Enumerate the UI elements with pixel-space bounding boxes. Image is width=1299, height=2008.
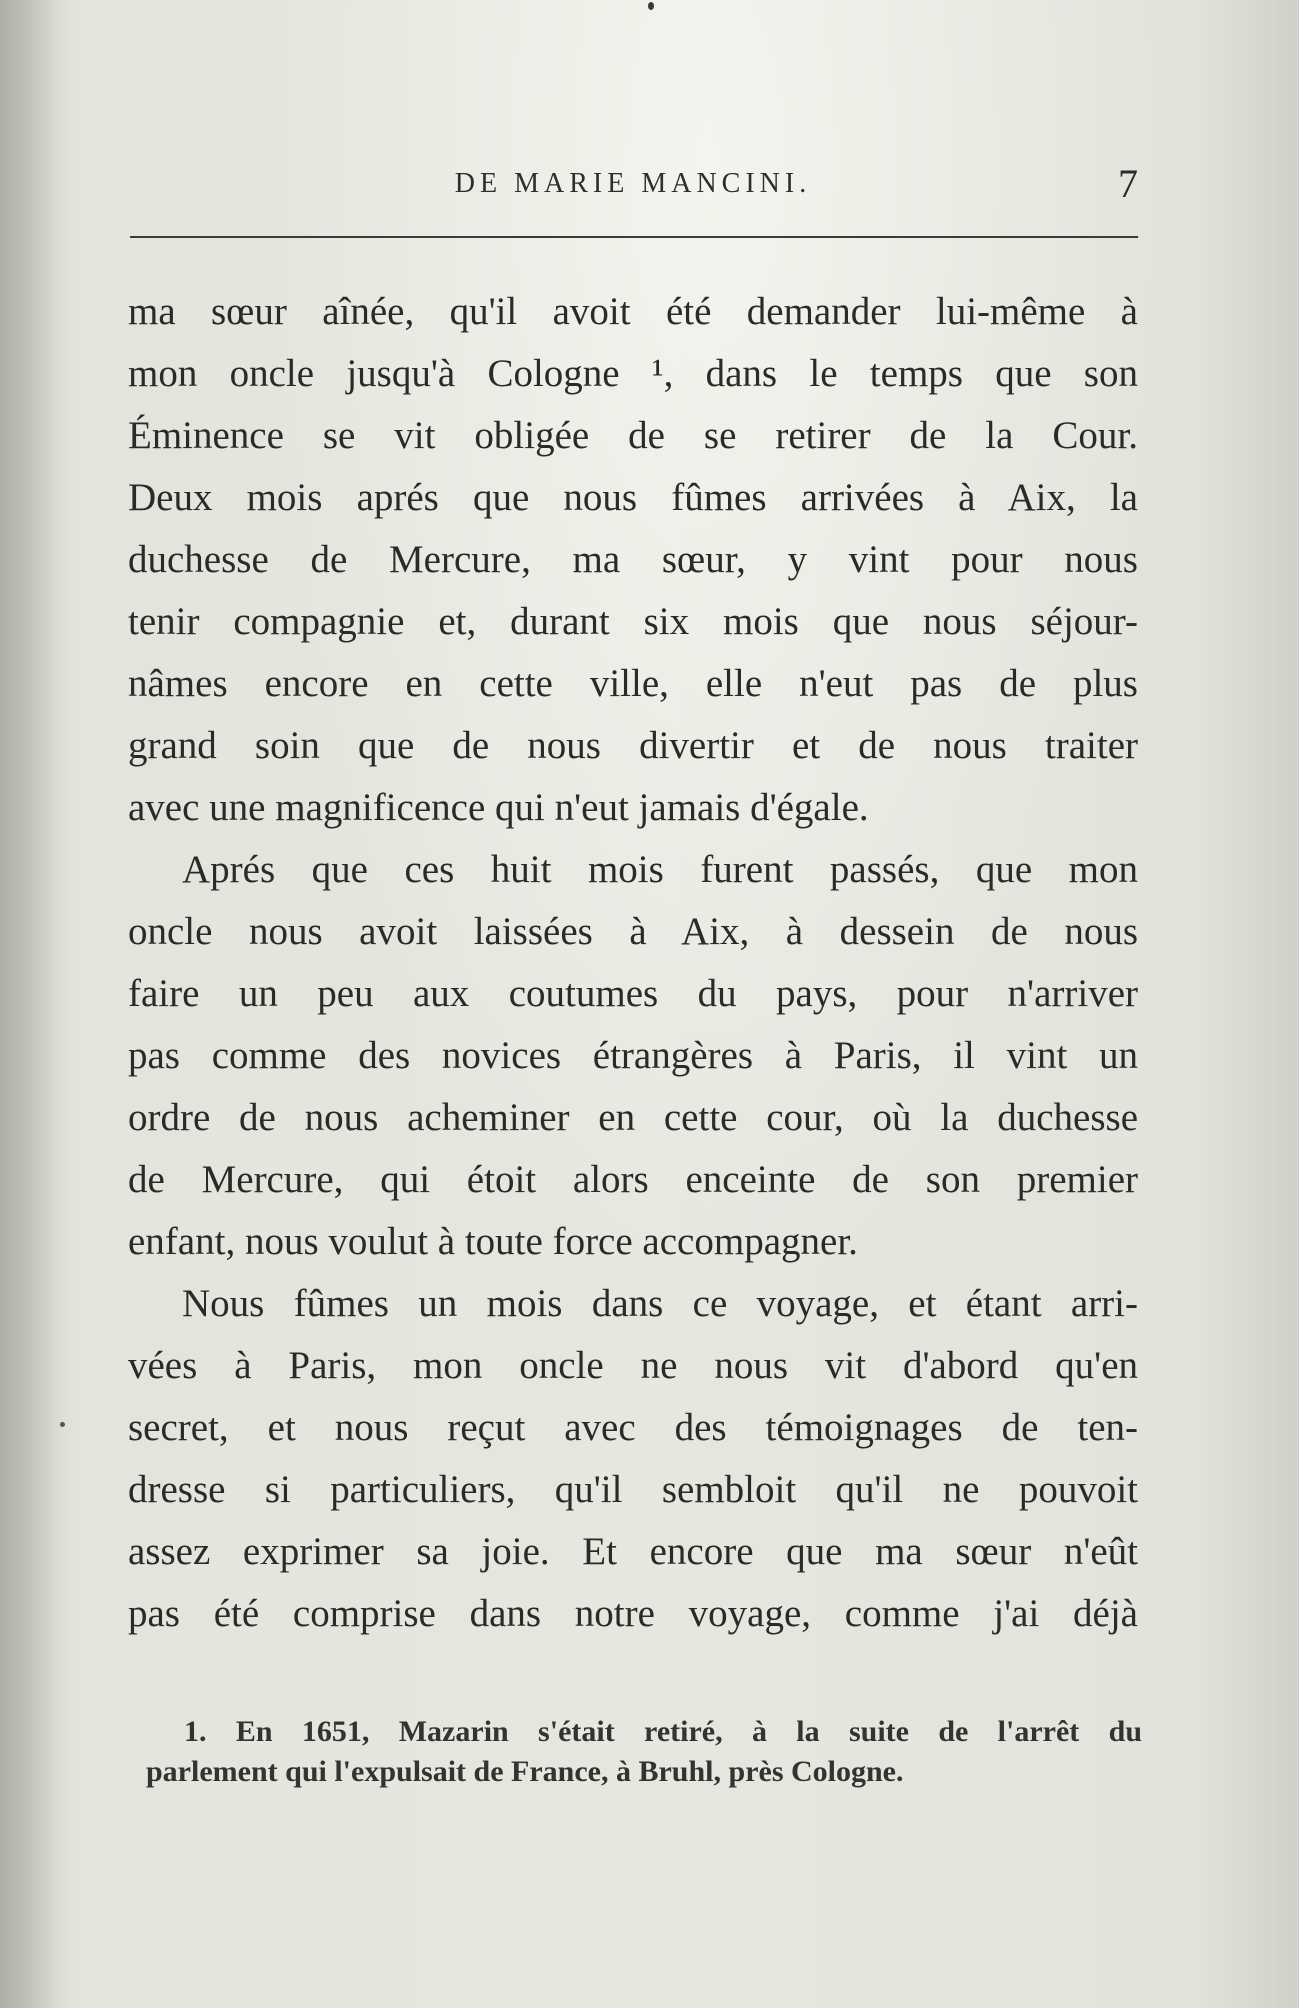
ink-speck: [60, 1422, 65, 1427]
ink-speck: [648, 2, 654, 10]
page-header: [128, 160, 1138, 208]
text-line: duchesse de Mercure, ma sœur, y vint pour nous: [128, 538, 1138, 581]
text-line: assez exprimer sa joie. Et encore que ma sœur n'eût: [128, 1530, 1138, 1573]
footnote: [146, 1712, 1142, 1792]
text-line: Deux mois aprés que nous fûmes arrivées à Aix, la: [128, 476, 1138, 519]
paragraph-1: [128, 281, 1138, 839]
text-line: de Mercure, qui étoit alors enceinte de son premier: [128, 1158, 1138, 1201]
binding-shadow: [0, 0, 60, 2008]
text-line: dresse si particuliers, qu'il sembloit qu'il ne pouvoit: [128, 1468, 1138, 1511]
text-line: avec une magnificence qui n'eut jamais d'égale.: [128, 786, 869, 829]
text-line: Éminence se vit obligée de se retirer de la Cour.: [128, 414, 1138, 457]
footnote-line: parlement qui l'expulsait de France, à Bruhl, près Cologne.: [146, 1755, 904, 1788]
paragraph-3: [128, 1273, 1138, 1645]
footnote-line: 1. En 1651, Mazarin s'était retiré, à la suite de l'arrêt du: [184, 1715, 1142, 1748]
text-line: vées à Paris, mon oncle ne nous vit d'abord qu'en: [128, 1344, 1138, 1387]
body-text: [128, 281, 1138, 1645]
paragraph-2: [128, 839, 1138, 1273]
text-line: oncle nous avoit laissées à Aix, à dessein de nous: [128, 910, 1138, 953]
text-line: mon oncle jusqu'à Cologne ¹, dans le temps que son: [128, 352, 1138, 395]
header-rule: [130, 236, 1138, 238]
text-line: nâmes encore en cette ville, elle n'eut pas de plus: [128, 662, 1138, 705]
text-line: Nous fûmes un mois dans ce voyage, et étant arri-: [182, 1282, 1138, 1325]
text-line: pas été comprise dans notre voyage, comme j'ai déjà: [128, 1592, 1138, 1635]
text-line: Aprés que ces huit mois furent passés, que mon: [182, 848, 1138, 891]
text-line: enfant, nous voulut à toute force accompagner.: [128, 1220, 858, 1263]
text-line: faire un peu aux coutumes du pays, pour n'arriver: [128, 972, 1138, 1015]
text-line: secret, et nous reçut avec des témoignages de ten-: [128, 1406, 1138, 1449]
text-line: ma sœur aînée, qu'il avoit été demander lui-même à: [128, 290, 1138, 333]
page-number: 7: [1118, 161, 1138, 206]
text-line: ordre de nous acheminer en cette cour, où la duchesse: [128, 1096, 1138, 1139]
text-line: pas comme des novices étrangères à Paris, il vint un: [128, 1034, 1138, 1077]
text-line: tenir compagnie et, durant six mois que nous séjour-: [128, 600, 1138, 643]
text-line: grand soin que de nous divertir et de nous traiter: [128, 724, 1138, 767]
running-title: DE MARIE MANCINI.: [454, 168, 812, 199]
